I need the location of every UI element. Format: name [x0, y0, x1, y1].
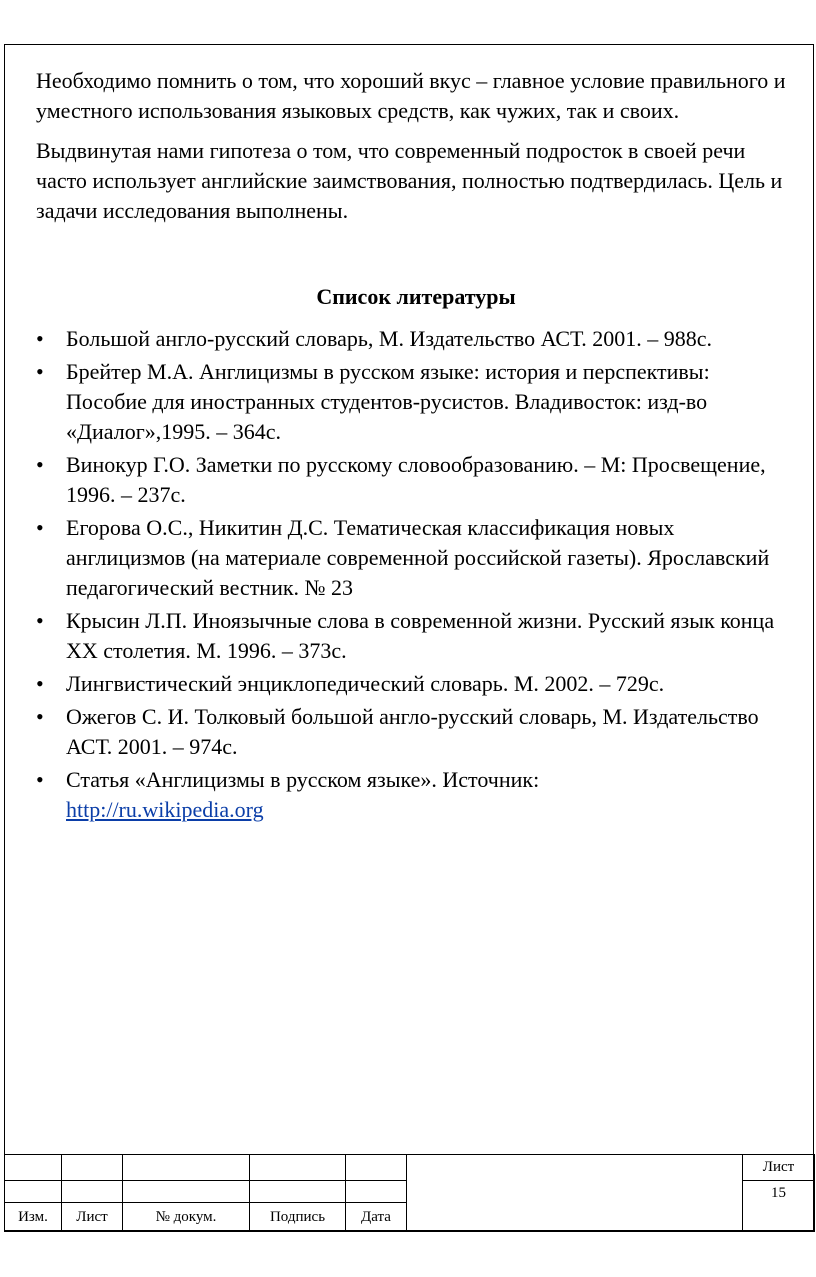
- bullet-icon: •: [36, 671, 44, 696]
- reference-item: • Большой англо-русский словарь, М. Издательство АСТ. 2001. – 988с.: [36, 324, 796, 354]
- bullet-icon: •: [36, 608, 44, 633]
- bullet-icon: •: [36, 704, 44, 729]
- stamp-izm-label: Изм.: [5, 1203, 62, 1232]
- reference-item: • Лингвистический энциклопедический словарь. М. 2002. – 729с.: [36, 669, 796, 699]
- stamp-doc-number-label: № докум.: [123, 1203, 250, 1232]
- stamp-date-label: Дата: [346, 1203, 407, 1232]
- bullet-icon: •: [36, 767, 44, 792]
- references-list: [36, 324, 796, 825]
- bullet-icon: •: [36, 452, 44, 477]
- paragraph-conclusion-1: Необходимо помнить о том, что хороший вкус – главное условие правильного и уместного использования языковых средств, как чужих, так и своих.: [36, 68, 786, 123]
- stamp-document-title-cell: [407, 1155, 743, 1232]
- references-heading: Список литературы: [316, 284, 516, 309]
- title-block-stamp: [4, 1154, 815, 1232]
- stamp-list-label: Лист: [62, 1203, 123, 1232]
- reference-item: • Ожегов С. И. Толковый большой англо-русский словарь, М. Издательство АСТ. 2001. – 974с.: [36, 704, 759, 759]
- bullet-icon: •: [36, 515, 44, 540]
- stamp-cell-empty: [250, 1155, 346, 1181]
- stamp-cell-empty: [62, 1155, 123, 1181]
- reference-item: • Винокур Г.О. Заметки по русскому словообразованию. – М: Просвещение, 1996. – 237с.: [36, 452, 766, 507]
- stamp-cell-empty: [5, 1181, 62, 1203]
- stamp-cell-empty: [346, 1181, 407, 1203]
- bullet-icon: •: [36, 359, 44, 384]
- stamp-cell-empty: [5, 1155, 62, 1181]
- stamp-cell-empty: [62, 1181, 123, 1203]
- reference-item: • Брейтер М.А. Англицизмы в русском языке: история и перспективы: Пособие для иностранных студентов-русистов. Владивосток: изд-во «Диалог»,1995. – 364с.: [36, 359, 710, 444]
- stamp-cell-empty: [250, 1181, 346, 1203]
- stamp-signature-label: Подпись: [250, 1203, 346, 1232]
- stamp-cell-empty: [123, 1181, 250, 1203]
- reference-item: • Крысин Л.П. Иноязычные слова в современной жизни. Русский язык конца XX столетия. М. 1996. – 373с.: [36, 608, 775, 663]
- reference-item: • Статья «Англицизмы в русском языке». Источник: http://ru.wikipedia.org: [36, 767, 540, 822]
- reference-item: • Егорова О.С., Никитин Д.С. Тематическая классификация новых англицизмов (на материале современной российской газеты). Ярославский педагогический вестник. № 23: [36, 515, 770, 600]
- stamp-cell-empty: [123, 1155, 250, 1181]
- bullet-icon: •: [36, 326, 44, 351]
- wikipedia-link[interactable]: http://ru.wikipedia.org: [66, 797, 264, 822]
- paragraph-conclusion-2: Выдвинутая нами гипотеза о том, что современный подросток в своей речи часто использует английские заимствования, полностью подтвердилась. Цель и задачи исследования выполнены.: [36, 138, 783, 223]
- stamp-sheet-label: Лист: [743, 1155, 815, 1181]
- stamp-cell-empty: [346, 1155, 407, 1181]
- page-content: [36, 66, 796, 828]
- stamp-sheet-number: 15: [743, 1181, 815, 1232]
